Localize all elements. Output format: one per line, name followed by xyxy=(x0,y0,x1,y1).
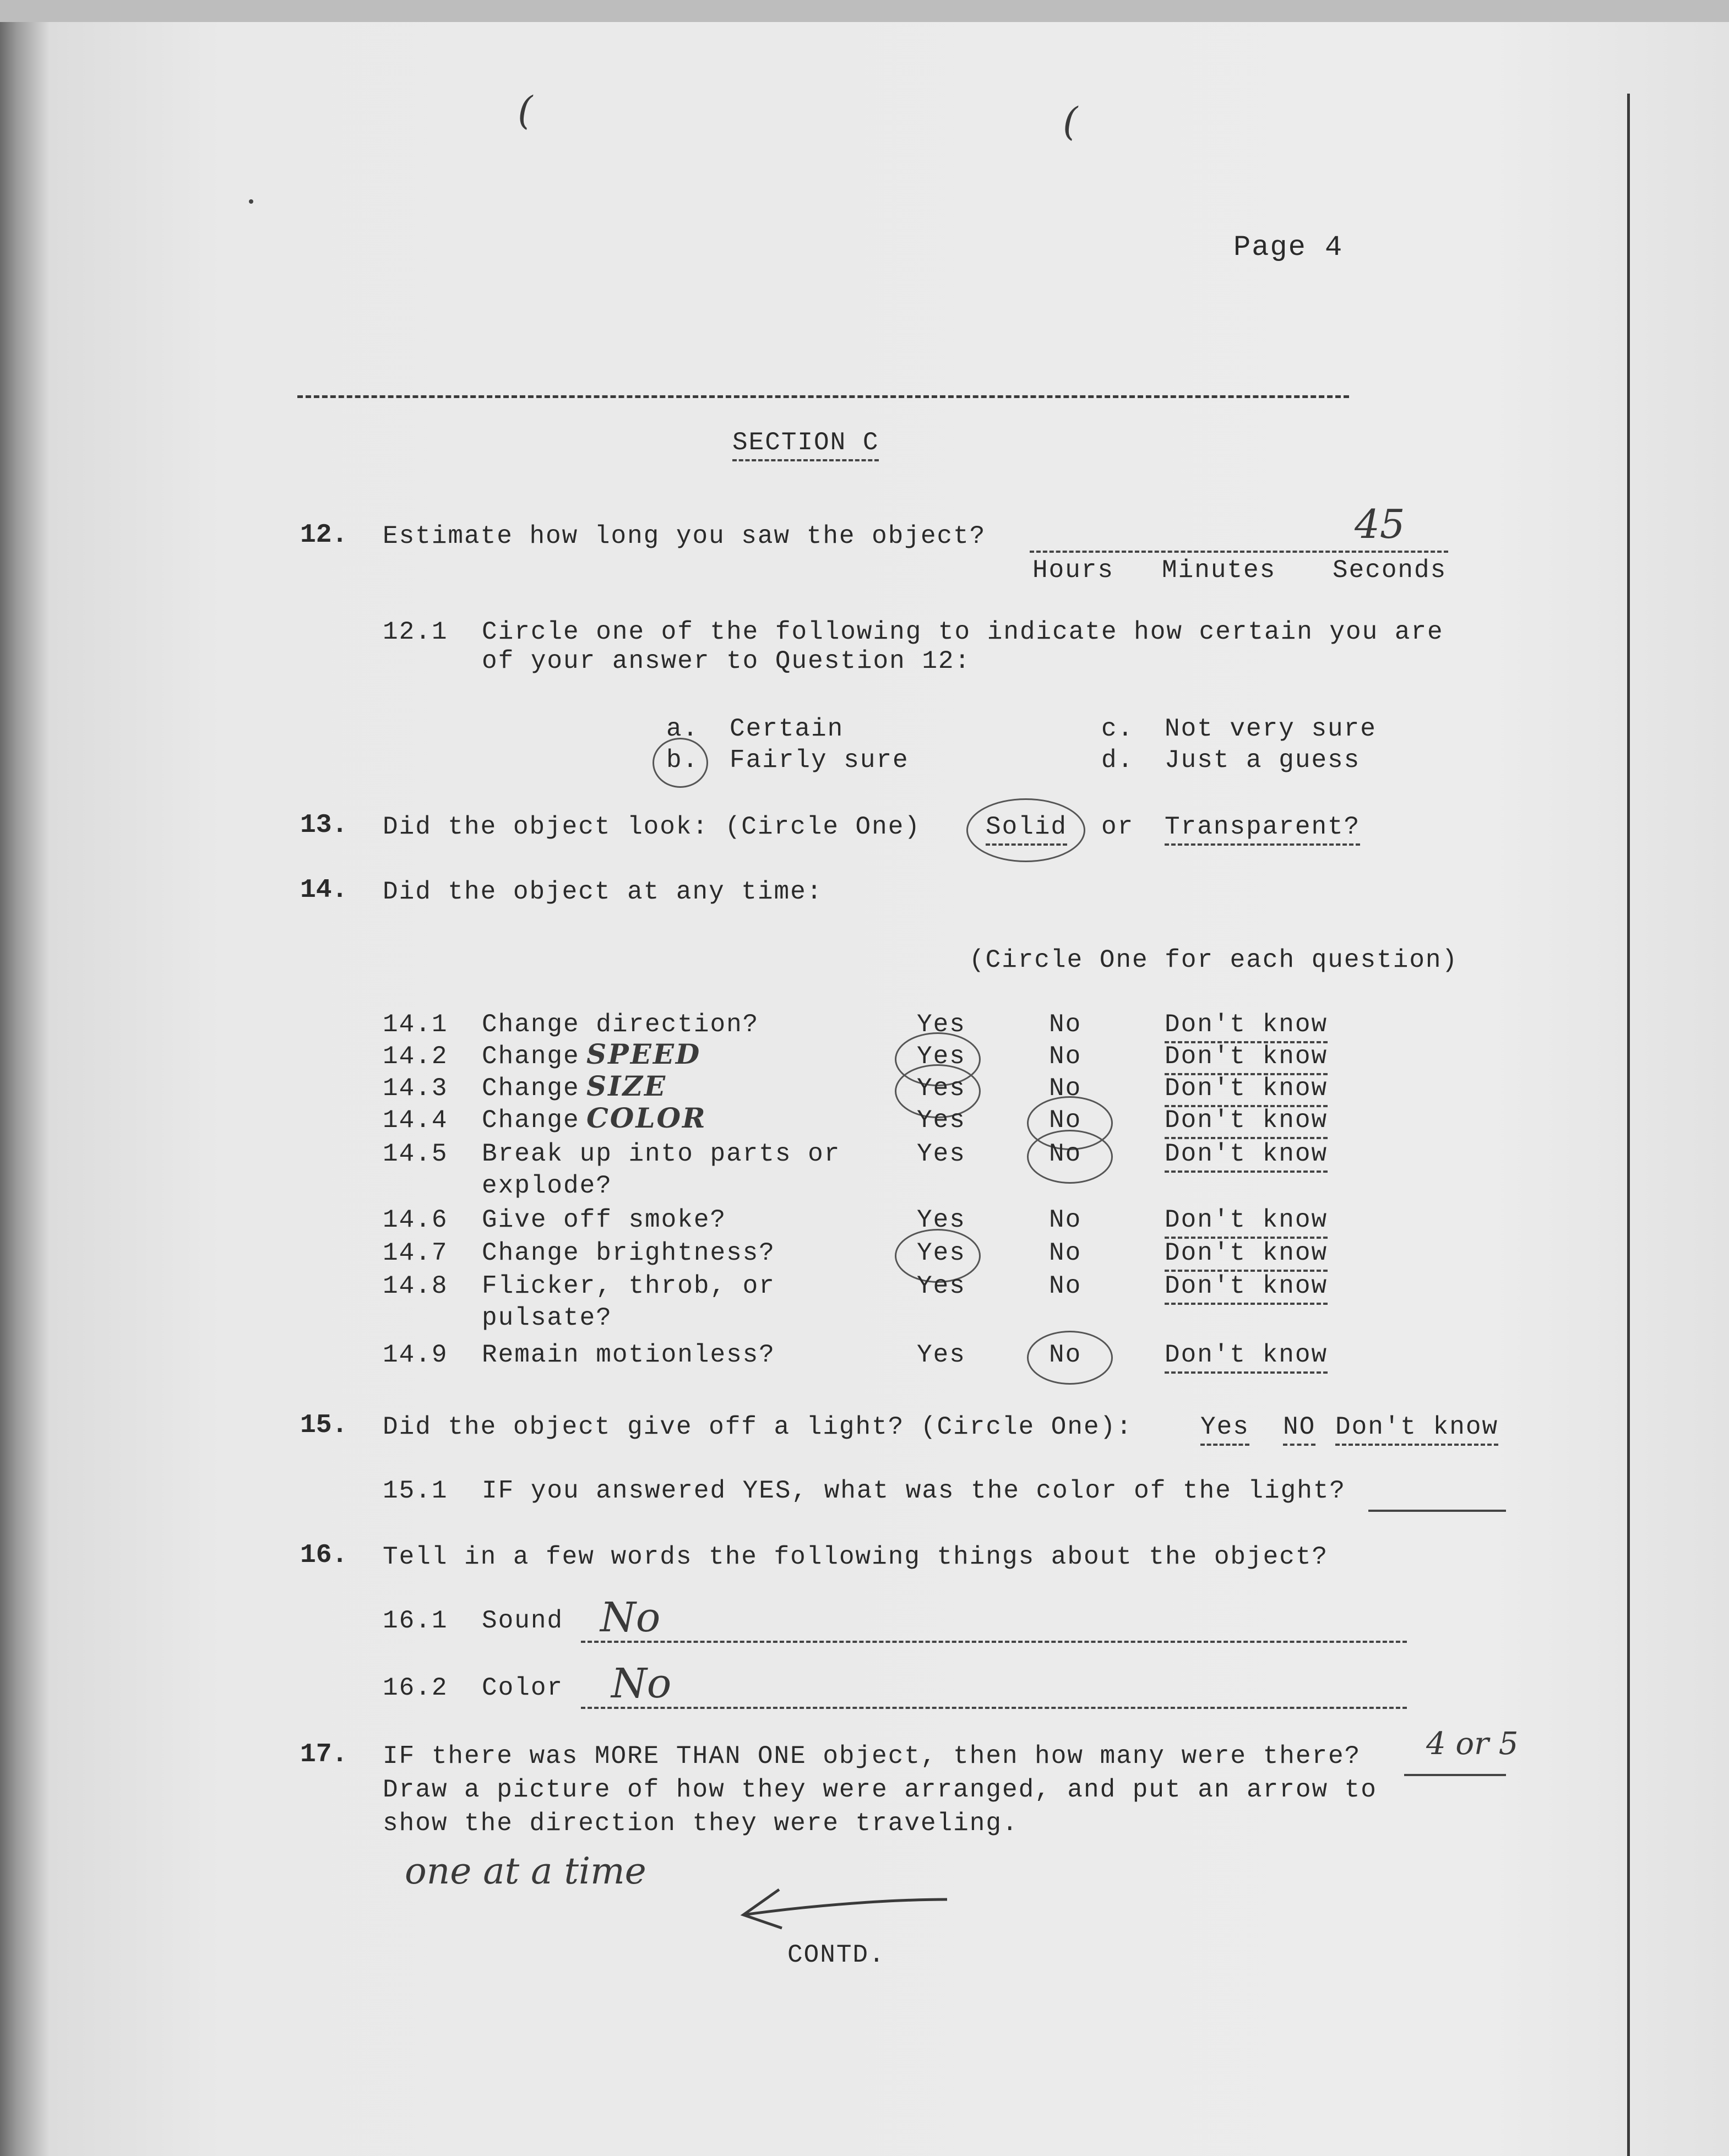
q12-1-text-line1: Circle one of the following to indicate how certain you are xyxy=(482,618,1444,646)
page-label: Page 4 xyxy=(1233,231,1344,264)
q12-answer-line xyxy=(1030,551,1448,553)
q14-item-number: 14.7 xyxy=(383,1239,448,1267)
q14-item-question: Change xyxy=(482,1106,580,1135)
contd-label: CONTD. xyxy=(787,1941,885,1969)
q14-item-no: No xyxy=(1049,1140,1082,1168)
q14-item-no: No xyxy=(1049,1239,1082,1267)
q14-item-yes: Yes xyxy=(917,1074,966,1103)
q17-hand-note: one at a time xyxy=(405,1850,646,1892)
q17-line3: show the direction they were traveling. xyxy=(383,1809,1019,1838)
q14-item-dont-know: Don't know xyxy=(1165,1341,1328,1374)
q14-item-yes: Yes xyxy=(917,1341,966,1369)
q12-text: Estimate how long you saw the object? xyxy=(383,522,986,551)
q14-answer-circle xyxy=(1027,1331,1113,1385)
q14-item-number: 14.5 xyxy=(383,1140,448,1168)
q14-item-no: No xyxy=(1049,1042,1082,1071)
q14-number: 14. xyxy=(300,875,348,905)
direction-arrow-icon xyxy=(727,1877,958,1938)
q12-col-minutes: Minutes xyxy=(1162,556,1276,585)
q14-item-question: Change direction? xyxy=(482,1010,759,1039)
q14-item-yes: Yes xyxy=(917,1010,966,1039)
q12-col-seconds: Seconds xyxy=(1333,556,1447,585)
q12-1-option-b: Fairly sure xyxy=(730,746,909,775)
page-right-edge xyxy=(1627,94,1630,2156)
q12-1-option-b-letter: b. xyxy=(666,746,699,775)
q15-text: Did the object give off a light? (Circle One): xyxy=(383,1413,1133,1441)
q14-item-number: 14.9 xyxy=(383,1341,448,1369)
q15-1-text: IF you answered YES, what was the color of the light? xyxy=(482,1477,1346,1505)
q14-item-number: 14.2 xyxy=(383,1042,448,1071)
q17-line2: Draw a picture of how they were arranged, and put an arrow to xyxy=(383,1776,1377,1804)
q17-answer-line xyxy=(1404,1774,1506,1776)
q14-item-number: 14.6 xyxy=(383,1206,448,1234)
q14-item-yes: Yes xyxy=(917,1042,966,1071)
q12-1-option-d: Just a guess xyxy=(1165,746,1361,775)
q16-2-number: 16.2 xyxy=(383,1674,448,1702)
q12-1-option-c: Not very sure xyxy=(1165,715,1377,743)
q13-text: Did the object look: (Circle One) xyxy=(383,813,921,841)
q14-item-dont-know: Don't know xyxy=(1165,1074,1328,1107)
scan-top-band xyxy=(0,0,1729,22)
q16-2-label: Color xyxy=(482,1674,564,1702)
q14-item-number: 14.1 xyxy=(383,1010,448,1039)
q14-item-dont-know: Don't know xyxy=(1165,1206,1328,1239)
q12-1-option-a: Certain xyxy=(730,715,844,743)
q14-item-question-cont: pulsate? xyxy=(482,1304,612,1332)
q17-answer: 4 or 5 xyxy=(1426,1726,1519,1762)
q14-item-no: No xyxy=(1049,1272,1082,1300)
q12-col-hours: Hours xyxy=(1032,556,1114,585)
scan-speck xyxy=(249,199,253,204)
q17-line1: IF there was MORE THAN ONE object, then how many were there? xyxy=(383,1742,1361,1771)
q16-2-answer-line xyxy=(581,1707,1407,1709)
q14-item-question: Change xyxy=(482,1074,580,1103)
q14-item-dont-know: Don't know xyxy=(1165,1140,1328,1173)
scan-mark-right: ( xyxy=(1063,99,1078,144)
q14-item-question-cont: explode? xyxy=(482,1172,612,1200)
q14-item-yes: Yes xyxy=(917,1106,966,1135)
q13-transparent: Transparent? xyxy=(1165,813,1360,846)
q16-2-answer: No xyxy=(611,1660,672,1707)
q14-item-question: Change xyxy=(482,1042,580,1071)
top-rule xyxy=(297,395,1349,398)
q14-answer-circle xyxy=(1027,1130,1113,1184)
q15-1-number: 15.1 xyxy=(383,1477,448,1505)
q16-1-answer: No xyxy=(600,1594,661,1641)
q14-item-no: No xyxy=(1049,1074,1082,1103)
q13-number: 13. xyxy=(300,810,348,840)
q16-text: Tell in a few words the following things about the object? xyxy=(383,1543,1329,1571)
q14-item-no: No xyxy=(1049,1010,1082,1039)
q14-item-number: 14.8 xyxy=(383,1272,448,1300)
q14-item-dont-know: Don't know xyxy=(1165,1272,1328,1305)
q12-1-option-c-letter: c. xyxy=(1101,715,1134,743)
q14-item-dont-know: Don't know xyxy=(1165,1106,1328,1139)
q12-1-number: 12.1 xyxy=(383,618,448,646)
q14-item-yes: Yes xyxy=(917,1272,966,1300)
q14-item-question: Break up into parts or xyxy=(482,1140,841,1168)
q14-item-yes: Yes xyxy=(917,1239,966,1267)
q14-item-question: Flicker, throb, or xyxy=(482,1272,775,1300)
q14-item-no: No xyxy=(1049,1206,1082,1234)
q14-item-handwritten: SPEED xyxy=(586,1038,702,1070)
q14-item-yes: Yes xyxy=(917,1140,966,1168)
q12-1-option-d-letter: d. xyxy=(1101,746,1134,775)
section-title: SECTION C xyxy=(732,428,879,461)
q13-solid: Solid xyxy=(986,813,1067,846)
q12-number: 12. xyxy=(300,520,348,550)
q14-item-handwritten: COLOR xyxy=(586,1102,707,1134)
q14-item-number: 14.3 xyxy=(383,1074,448,1103)
q16-1-label: Sound xyxy=(482,1607,564,1635)
q13-or: or xyxy=(1101,813,1134,841)
q14-item-question: Give off smoke? xyxy=(482,1206,727,1234)
q14-item-handwritten: SIZE xyxy=(586,1070,667,1102)
q16-1-answer-line xyxy=(581,1641,1407,1643)
q17-number: 17. xyxy=(300,1740,348,1770)
q14-item-yes: Yes xyxy=(917,1206,966,1234)
q12-answer-seconds: 45 xyxy=(1355,501,1405,547)
q15-number: 15. xyxy=(300,1411,348,1440)
q12-1-option-a-letter: a. xyxy=(666,715,699,743)
q14-item-dont-know: Don't know xyxy=(1165,1042,1328,1075)
q12-1-text-line2: of your answer to Question 12: xyxy=(482,647,971,676)
q14-item-dont-know: Don't know xyxy=(1165,1239,1328,1272)
scan-mark-left: ( xyxy=(518,88,533,133)
q14-text: Did the object at any time: xyxy=(383,878,823,906)
q15-dont-know: Don't know xyxy=(1335,1413,1498,1446)
q14-item-dont-know: Don't know xyxy=(1165,1010,1328,1043)
q16-number: 16. xyxy=(300,1540,348,1570)
q15-1-answer-line xyxy=(1368,1510,1506,1512)
q14-item-no: No xyxy=(1049,1106,1082,1135)
q15-no: NO xyxy=(1283,1413,1315,1446)
q14-item-question: Remain motionless? xyxy=(482,1341,775,1369)
q14-item-question: Change brightness? xyxy=(482,1239,775,1267)
q14-instruction: (Circle One for each question) xyxy=(969,946,1459,974)
q16-1-number: 16.1 xyxy=(383,1607,448,1635)
q15-yes: Yes xyxy=(1200,1413,1249,1446)
q14-item-number: 14.4 xyxy=(383,1106,448,1135)
q14-item-no: No xyxy=(1049,1341,1082,1369)
